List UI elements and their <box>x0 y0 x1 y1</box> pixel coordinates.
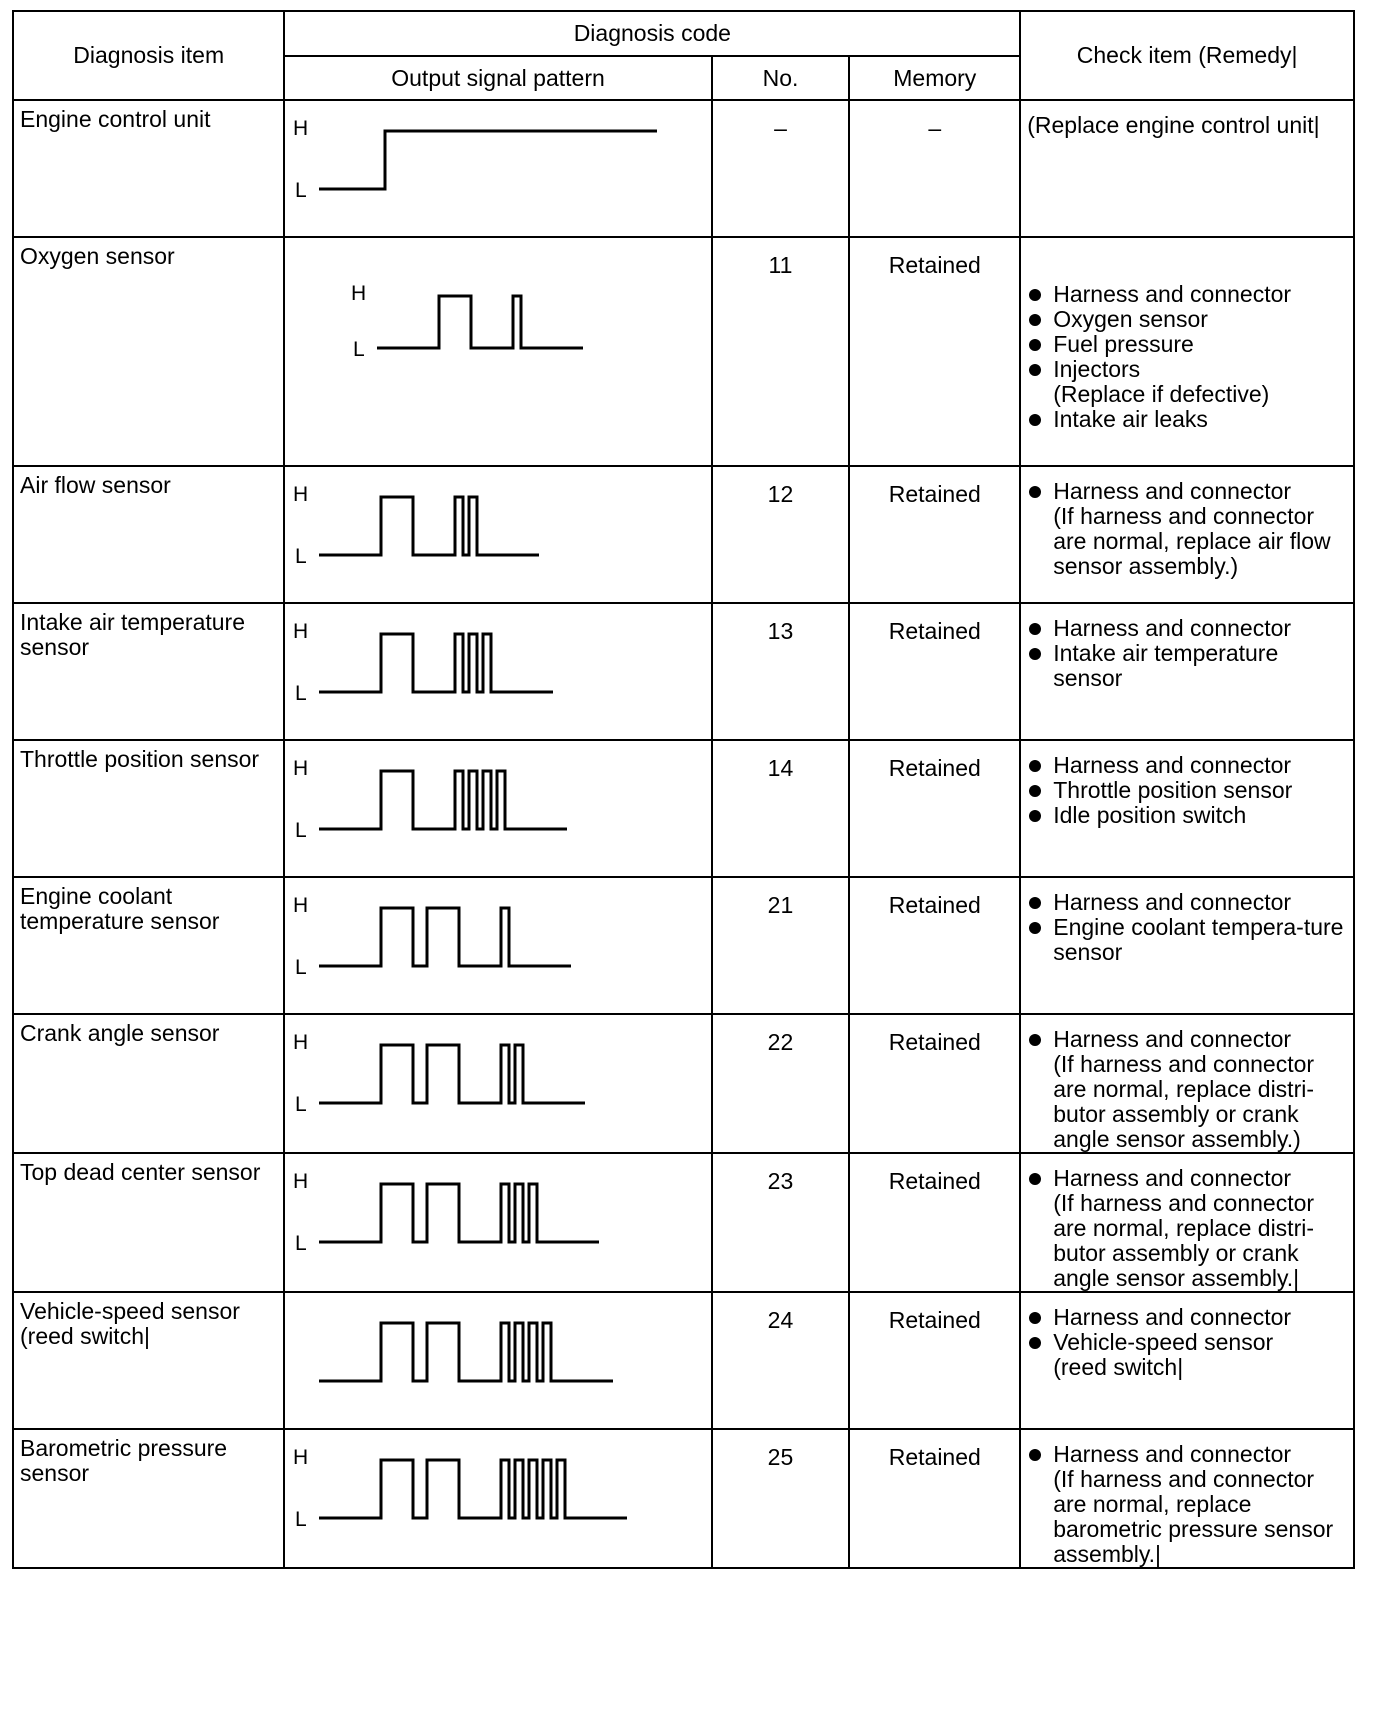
diagnosis-item-label: Throttle position sensor <box>20 746 260 772</box>
signal-waveform <box>319 908 571 966</box>
check-note: (Replace if defective) <box>1053 381 1270 407</box>
check-list-item <box>1025 332 1347 357</box>
check-item-list-wrap <box>1021 604 1353 691</box>
check-text: Harness and connector <box>1053 1441 1292 1467</box>
memory-cell <box>849 1292 1020 1429</box>
memory-value: Retained <box>888 1307 981 1333</box>
code-number: 24 <box>767 1307 794 1333</box>
check-list-item <box>1025 282 1347 307</box>
code-number: 25 <box>767 1444 794 1470</box>
signal-waveform <box>319 771 567 829</box>
header-memory: Memory <box>849 56 1020 100</box>
diagnosis-item-label: Intake air temperature sensor <box>20 609 246 660</box>
bullet-icon <box>1029 1173 1041 1185</box>
bullet-icon <box>1029 785 1041 797</box>
check-list-item <box>1025 1166 1347 1291</box>
check-list-item <box>1025 1330 1347 1380</box>
memory-cell <box>849 1153 1020 1292</box>
output-signal-cell <box>284 466 711 603</box>
output-signal-cell <box>284 603 711 740</box>
check-list-item <box>1025 1027 1347 1152</box>
check-item-cell <box>1020 877 1354 1014</box>
check-item-cell <box>1020 1429 1354 1568</box>
bullet-icon <box>1029 486 1041 498</box>
check-list-item <box>1025 641 1347 691</box>
check-list-item <box>1025 307 1347 332</box>
check-list <box>1025 1027 1347 1152</box>
check-list <box>1025 479 1347 579</box>
check-list-item <box>1025 890 1347 915</box>
table-row <box>13 1153 1354 1292</box>
signal-pattern <box>285 1293 710 1426</box>
check-item-cell <box>1020 740 1354 877</box>
code-number: – <box>774 115 787 141</box>
diagnosis-item-cell <box>13 1292 284 1429</box>
bullet-icon <box>1029 623 1041 635</box>
check-text: Intake air leaks <box>1053 406 1208 432</box>
signal-pattern <box>285 238 710 463</box>
low-level-label: L <box>295 819 308 842</box>
table-row <box>13 466 1354 603</box>
table-row <box>13 1429 1354 1568</box>
check-text: Vehicle-speed sensor <box>1053 1329 1274 1355</box>
diagnosis-item-cell <box>13 1153 284 1292</box>
diagnosis-item-label: Engine control unit <box>20 106 211 132</box>
code-number-cell <box>712 1292 850 1429</box>
signal-pattern <box>285 467 710 600</box>
memory-cell <box>849 877 1020 1014</box>
memory-value: Retained <box>888 252 981 278</box>
memory-value: Retained <box>888 1029 981 1055</box>
check-item-list-wrap <box>1021 467 1353 579</box>
check-text: Fuel pressure <box>1053 331 1194 357</box>
bullet-icon <box>1029 760 1041 772</box>
signal-pattern <box>285 1430 710 1563</box>
diagnosis-item-label: Crank angle sensor <box>20 1020 220 1046</box>
table-row <box>13 877 1354 1014</box>
table-row <box>13 1014 1354 1153</box>
check-list-item <box>1025 357 1347 407</box>
memory-cell <box>849 466 1020 603</box>
check-list-item <box>1025 915 1347 965</box>
check-item-list-wrap <box>1021 1430 1353 1567</box>
memory-value: Retained <box>888 755 981 781</box>
diagnosis-code-table <box>12 10 1355 1569</box>
check-list-item <box>1025 616 1347 641</box>
output-signal-cell <box>284 237 711 466</box>
signal-waveform <box>377 296 583 348</box>
check-item-list-wrap <box>1021 741 1353 828</box>
bullet-icon <box>1029 1337 1041 1349</box>
check-text: Harness and connector <box>1053 1026 1292 1052</box>
check-text: Intake air temperature sensor <box>1053 640 1279 691</box>
remedy-text: (Replace engine control unit| <box>1027 112 1320 138</box>
signal-pattern <box>285 741 710 874</box>
low-level-label: L <box>295 1508 308 1531</box>
high-level-label: H <box>293 757 309 780</box>
diagnosis-item-cell <box>13 466 284 603</box>
signal-waveform <box>319 1045 585 1103</box>
code-number-cell <box>712 603 850 740</box>
high-level-label: H <box>293 1446 309 1469</box>
check-list-item <box>1025 753 1347 778</box>
check-text: Harness and connector <box>1053 1165 1292 1191</box>
output-signal-cell <box>284 877 711 1014</box>
signal-pattern <box>285 101 710 234</box>
code-number: 13 <box>767 618 794 644</box>
check-text: Harness and connector <box>1053 752 1292 778</box>
signal-waveform <box>319 131 657 189</box>
check-item-list-wrap <box>1021 238 1353 432</box>
signal-pattern <box>285 1154 710 1287</box>
high-level-label: H <box>293 1031 309 1054</box>
check-note: (If harness and connector are normal, replace distri-butor assembly or crank angle sensor assembly.| <box>1053 1190 1315 1291</box>
signal-pattern <box>285 1015 710 1148</box>
diagnosis-item-label: Air flow sensor <box>20 472 171 498</box>
diagnosis-item-label: Vehicle-speed sensor (reed switch| <box>20 1298 240 1349</box>
diagnosis-item-cell <box>13 603 284 740</box>
diagnosis-item-label: Barometric pressure sensor <box>20 1435 228 1486</box>
bullet-icon <box>1029 1034 1041 1046</box>
check-text: Idle position switch <box>1053 802 1247 828</box>
memory-cell <box>849 603 1020 740</box>
diagnosis-item-label: Engine coolant temperature sensor <box>20 883 220 934</box>
check-item-cell <box>1020 237 1354 466</box>
check-list <box>1025 1442 1347 1567</box>
memory-cell <box>849 237 1020 466</box>
diagnosis-item-cell <box>13 1014 284 1153</box>
check-list-item <box>1025 407 1347 432</box>
signal-waveform <box>319 1184 599 1242</box>
table-row <box>13 1292 1354 1429</box>
check-item-cell <box>1020 466 1354 603</box>
bullet-icon <box>1029 897 1041 909</box>
low-level-label: L <box>353 338 366 361</box>
code-number-cell <box>712 1429 850 1568</box>
memory-cell <box>849 1014 1020 1153</box>
check-text: Harness and connector <box>1053 478 1292 504</box>
bullet-icon <box>1029 289 1041 301</box>
table-row <box>13 237 1354 466</box>
bullet-icon <box>1029 648 1041 660</box>
check-list-item <box>1025 778 1347 803</box>
check-list <box>1025 1166 1347 1291</box>
code-number: 11 <box>768 252 793 278</box>
high-level-label: H <box>293 117 309 140</box>
check-item-list-wrap <box>1021 1154 1353 1291</box>
table-row <box>13 740 1354 877</box>
check-text: Harness and connector <box>1053 615 1292 641</box>
code-number-cell <box>712 877 850 1014</box>
check-list-item <box>1025 479 1347 579</box>
high-level-label: H <box>293 620 309 643</box>
check-item-cell <box>1020 1014 1354 1153</box>
high-level-label: H <box>293 894 309 917</box>
memory-value: Retained <box>888 1444 981 1470</box>
high-level-label: H <box>351 282 367 305</box>
diagnosis-item-cell <box>13 877 284 1014</box>
bullet-icon <box>1029 922 1041 934</box>
output-signal-cell <box>284 1014 711 1153</box>
check-item-list-wrap <box>1021 878 1353 965</box>
output-signal-cell <box>284 1292 711 1429</box>
header-diagnosis-code: Diagnosis code <box>284 11 1020 56</box>
signal-waveform <box>319 1323 613 1381</box>
header-output-signal-pattern: Output signal pattern <box>284 56 711 100</box>
code-number: 23 <box>767 1168 794 1194</box>
table-row <box>13 603 1354 740</box>
output-signal-cell <box>284 740 711 877</box>
diagnosis-item-cell <box>13 1429 284 1568</box>
bullet-icon <box>1029 414 1041 426</box>
memory-value: Retained <box>888 481 981 507</box>
header-no: No. <box>712 56 850 100</box>
code-number-cell <box>712 100 850 237</box>
signal-waveform <box>319 634 553 692</box>
signal-waveform <box>319 1460 627 1518</box>
low-level-label: L <box>295 179 308 202</box>
check-list-item <box>1025 1442 1347 1567</box>
diagnosis-item-cell <box>13 100 284 237</box>
memory-value: Retained <box>888 892 981 918</box>
low-level-label: L <box>295 1232 308 1255</box>
code-number-cell <box>712 237 850 466</box>
check-note: (If harness and connector are normal, replace air flow sensor assembly.) <box>1053 503 1331 579</box>
check-note: (If harness and connector are normal, replace distri-butor assembly or crank angle sensor assembly.) <box>1053 1051 1315 1152</box>
header-diagnosis-item: Diagnosis item <box>13 11 284 100</box>
table-row <box>13 100 1354 237</box>
memory-value: Retained <box>888 1168 981 1194</box>
check-item-list-wrap <box>1021 101 1353 138</box>
check-text: Engine coolant tempera-ture sensor <box>1053 914 1344 965</box>
memory-cell <box>849 1429 1020 1568</box>
check-list <box>1025 1305 1347 1380</box>
check-list <box>1025 282 1347 432</box>
check-text: Injectors <box>1053 356 1141 382</box>
bullet-icon <box>1029 1312 1041 1324</box>
bullet-icon <box>1029 1449 1041 1461</box>
check-item-list-wrap <box>1021 1293 1353 1380</box>
check-item-cell <box>1020 603 1354 740</box>
output-signal-cell <box>284 100 711 237</box>
code-number-cell <box>712 740 850 877</box>
bullet-icon <box>1029 339 1041 351</box>
output-signal-cell <box>284 1429 711 1568</box>
memory-cell <box>849 740 1020 877</box>
low-level-label: L <box>295 1093 308 1116</box>
memory-value: Retained <box>888 618 981 644</box>
check-text: Oxygen sensor <box>1053 306 1208 332</box>
check-list-item <box>1025 1305 1347 1330</box>
signal-pattern <box>285 878 710 1011</box>
check-note: (If harness and connector are normal, replace barometric pressure sensor assembly.| <box>1053 1466 1334 1567</box>
check-text: Harness and connector <box>1053 889 1292 915</box>
check-text: Throttle position sensor <box>1053 777 1293 803</box>
code-number: 12 <box>767 481 794 507</box>
check-list-item <box>1025 803 1347 828</box>
check-note: (reed switch| <box>1053 1354 1184 1380</box>
code-number: 22 <box>767 1029 794 1055</box>
check-list <box>1025 753 1347 828</box>
signal-waveform <box>319 497 539 555</box>
low-level-label: L <box>295 956 308 979</box>
memory-cell <box>849 100 1020 237</box>
diagnosis-item-label: Top dead center sensor <box>20 1159 261 1185</box>
bullet-icon <box>1029 810 1041 822</box>
check-item-cell <box>1020 100 1354 237</box>
code-number-cell <box>712 1014 850 1153</box>
diagnosis-item-cell <box>13 237 284 466</box>
check-list <box>1025 890 1347 965</box>
memory-value: – <box>928 115 942 141</box>
low-level-label: L <box>295 682 308 705</box>
output-signal-cell <box>284 1153 711 1292</box>
diagnosis-item-cell <box>13 740 284 877</box>
diagnosis-item-label: Oxygen sensor <box>20 243 175 269</box>
high-level-label: H <box>293 1170 309 1193</box>
code-number-cell <box>712 466 850 603</box>
code-number-cell <box>712 1153 850 1292</box>
check-text: Harness and connector <box>1053 1304 1292 1330</box>
check-item-cell <box>1020 1153 1354 1292</box>
check-list <box>1025 616 1347 691</box>
signal-pattern <box>285 604 710 737</box>
check-item-list-wrap <box>1021 1015 1353 1152</box>
check-text: Harness and connector <box>1053 281 1292 307</box>
code-number: 21 <box>767 892 794 918</box>
header-check-item: Check item (Remedy| <box>1020 11 1354 100</box>
low-level-label: L <box>295 545 308 568</box>
check-item-cell <box>1020 1292 1354 1429</box>
bullet-icon <box>1029 314 1041 326</box>
bullet-icon <box>1029 364 1041 376</box>
code-number: 14 <box>767 755 794 781</box>
high-level-label: H <box>293 483 309 506</box>
